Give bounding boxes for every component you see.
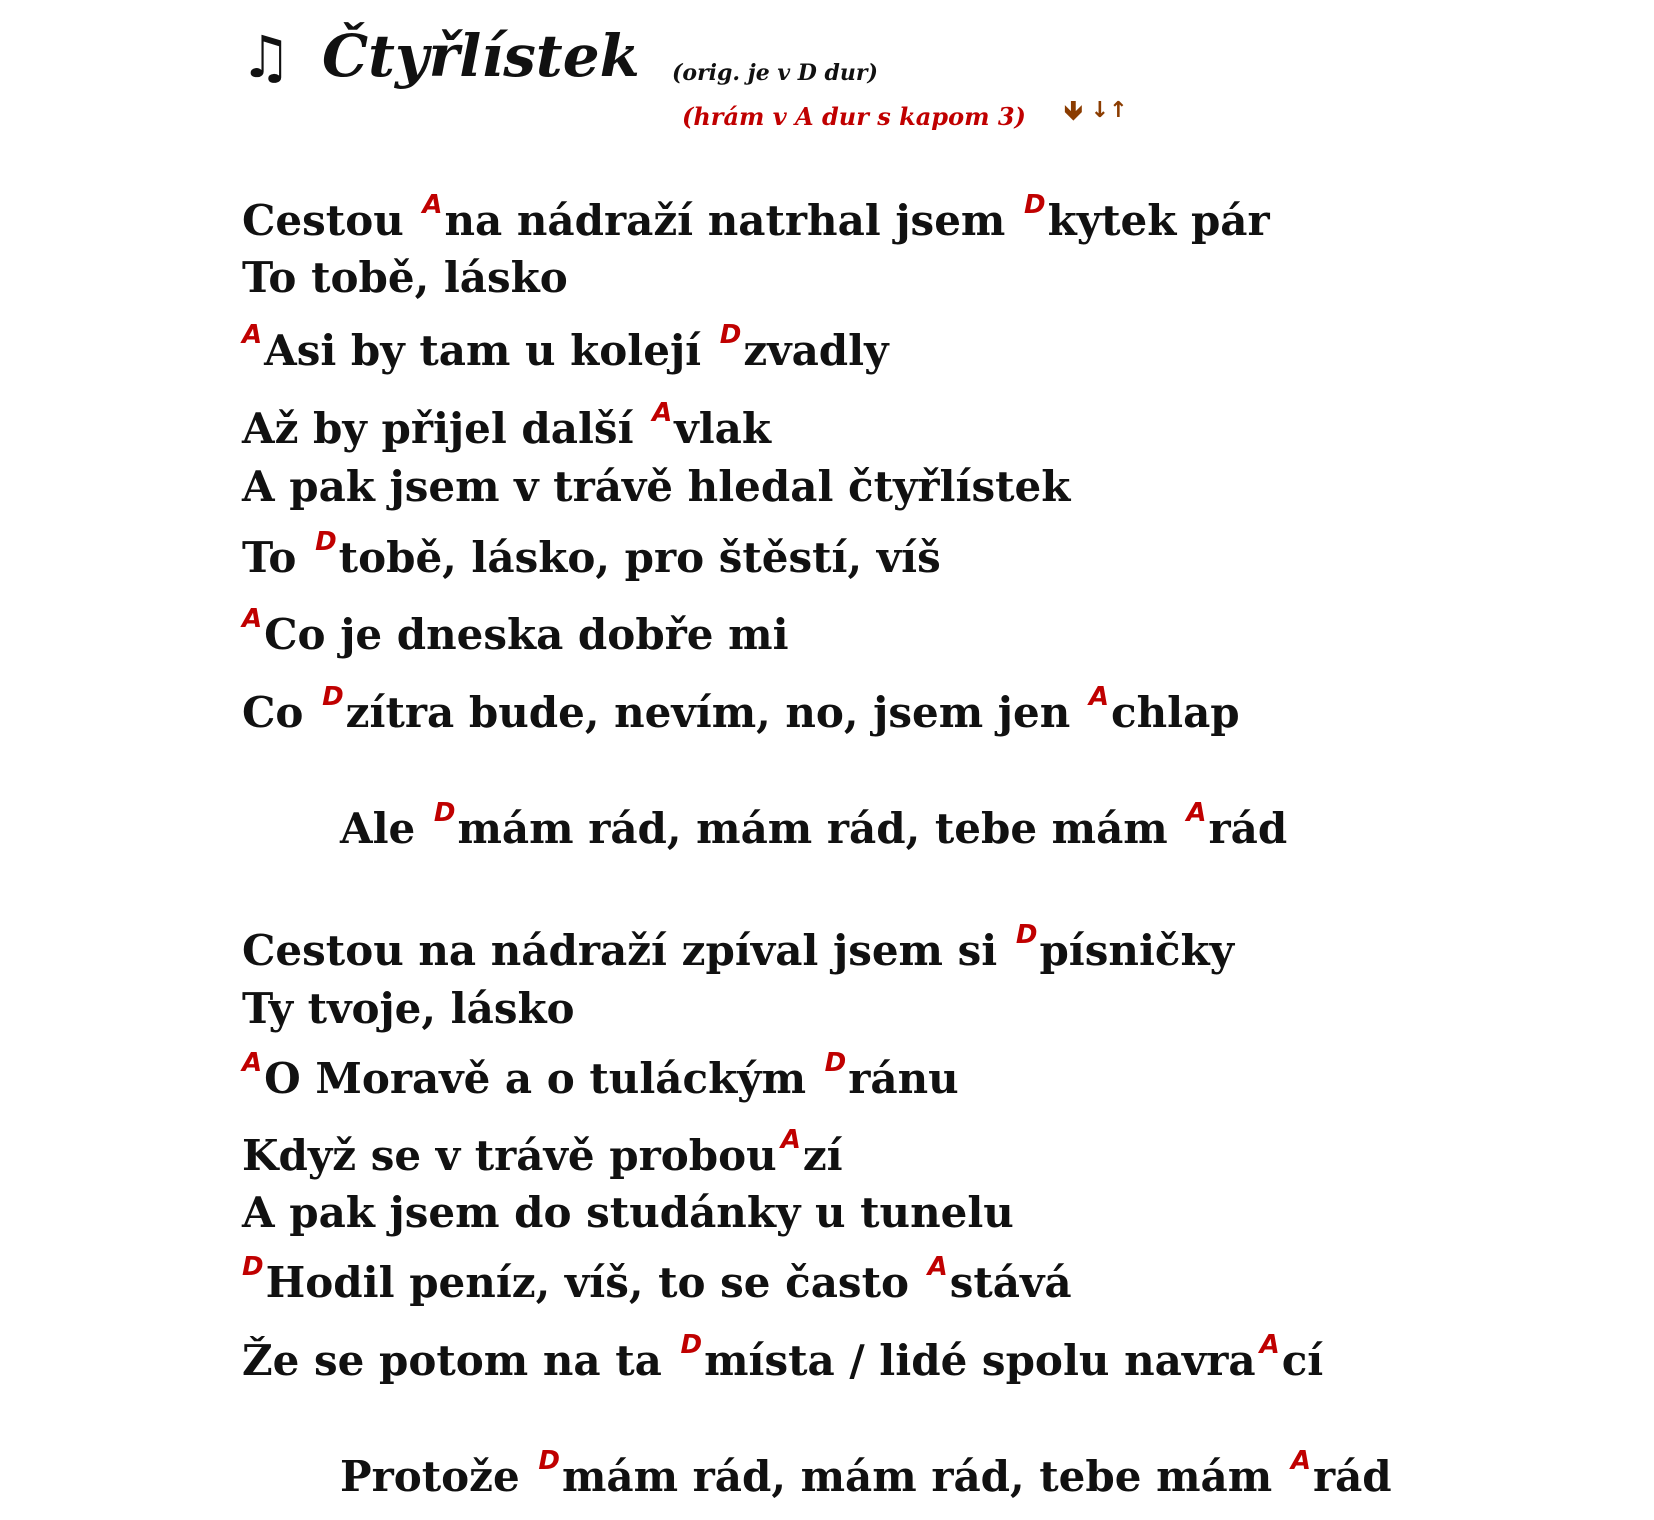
chord-label: A — [1088, 682, 1110, 712]
lyric-text: Co je dneska dobře mi — [264, 610, 789, 659]
chord-label: A — [422, 190, 443, 220]
lyric-text: tobě, lásko, pro štěstí, víš — [338, 533, 941, 582]
chorus-line — [340, 798, 1288, 853]
chord-label: D — [1015, 920, 1038, 950]
lyric-text: stává — [949, 1258, 1072, 1307]
lyric-line — [242, 1252, 1072, 1307]
lyric-text: Hodil peníz, víš, to se často — [265, 1258, 924, 1307]
lyric-line — [242, 320, 889, 375]
lyric-line — [242, 190, 1270, 245]
lyric-line — [242, 920, 1234, 975]
lyric-text: Ale — [340, 804, 430, 853]
lyric-text: rád — [1312, 1452, 1392, 1501]
lyric-text: vlak — [674, 404, 771, 453]
lyric-line — [242, 1125, 843, 1180]
original-key-note: (orig. je v D dur) — [672, 60, 878, 86]
transpose-controls — [1064, 98, 1128, 124]
chord-label: D — [1024, 190, 1046, 220]
lyric-line — [242, 527, 941, 582]
lyric-text: O Moravě a o tuláckým — [264, 1054, 821, 1103]
lyric-text: zí — [802, 1131, 843, 1180]
chord-label: D — [824, 1048, 847, 1078]
lyric-text: Protože — [340, 1452, 535, 1501]
lyric-text: Cestou — [242, 196, 419, 245]
lyric-text: Až by přijel další — [242, 404, 649, 453]
chord-label: D — [538, 1446, 560, 1476]
lyric-line — [242, 462, 1071, 511]
chord-label: A — [927, 1252, 948, 1282]
chord-label: A — [1186, 798, 1207, 828]
played-key-note: (hrám v A dur s kapom 3) — [682, 102, 1026, 131]
lyric-text: ránu — [848, 1054, 959, 1103]
lyric-text: písničky — [1039, 926, 1234, 975]
lyric-text: cí — [1281, 1336, 1324, 1385]
lyric-line — [242, 253, 568, 302]
lyric-line — [242, 1048, 959, 1103]
lyric-text: kytek pár — [1047, 196, 1270, 245]
lyric-text: To tobě, lásko — [242, 253, 568, 302]
lyric-text: zvadly — [743, 326, 889, 375]
chord-label: A — [1259, 1330, 1280, 1360]
lyric-text: místa / lidé spolu navra — [704, 1336, 1256, 1385]
chord-label: A — [242, 1048, 263, 1078]
lyric-text: mám rád, mám rád, tebe mám — [457, 804, 1183, 853]
chord-label: A — [1290, 1446, 1311, 1476]
lyric-text: Když se v trávě probou — [242, 1131, 777, 1180]
lyric-text: na nádraží natrhal jsem — [444, 196, 1020, 245]
chord-label: D — [242, 1252, 264, 1282]
lyric-text: Že se potom na ta — [242, 1336, 677, 1385]
transpose-toggle-arrows-icon[interactable]: ↓↑ — [1090, 98, 1128, 123]
lyric-line — [242, 604, 789, 659]
lyric-line — [242, 984, 575, 1033]
song-title: Čtyřlístek — [322, 22, 640, 90]
lyric-line — [242, 1188, 1014, 1237]
lyric-text: A pak jsem do studánky u tunelu — [242, 1188, 1014, 1237]
lyric-line — [242, 682, 1240, 737]
chord-label: D — [719, 320, 742, 350]
chord-label: D — [315, 527, 337, 557]
chord-label: A — [780, 1125, 801, 1155]
chord-label: D — [322, 682, 344, 712]
music-note-icon: ♫ — [240, 23, 292, 91]
chord-label: A — [652, 398, 673, 428]
transpose-down-arrow-icon[interactable]: 🡻 — [1064, 96, 1083, 126]
lyric-text: chlap — [1111, 688, 1240, 737]
lyric-text: rád — [1208, 804, 1288, 853]
lyric-text: A pak jsem v trávě hledal čtyřlístek — [242, 462, 1071, 511]
lyric-line — [242, 1330, 1324, 1385]
chord-label: A — [242, 604, 263, 634]
lyric-line — [242, 398, 771, 453]
chord-label: D — [433, 798, 456, 828]
lyric-text: zítra bude, nevím, no, jsem jen — [345, 688, 1085, 737]
chord-label: A — [242, 320, 263, 350]
lyric-text: To — [242, 533, 312, 582]
lyric-text: Ty tvoje, lásko — [242, 984, 575, 1033]
chord-label: D — [680, 1330, 703, 1360]
lyric-text: Co — [242, 688, 319, 737]
chorus-line — [340, 1446, 1392, 1501]
lyric-text: mám rád, mám rád, tebe mám — [561, 1452, 1287, 1501]
lyric-text: Cestou na nádraží zpíval jsem si — [242, 926, 1012, 975]
lyric-text: Asi by tam u kolejí — [264, 326, 716, 375]
